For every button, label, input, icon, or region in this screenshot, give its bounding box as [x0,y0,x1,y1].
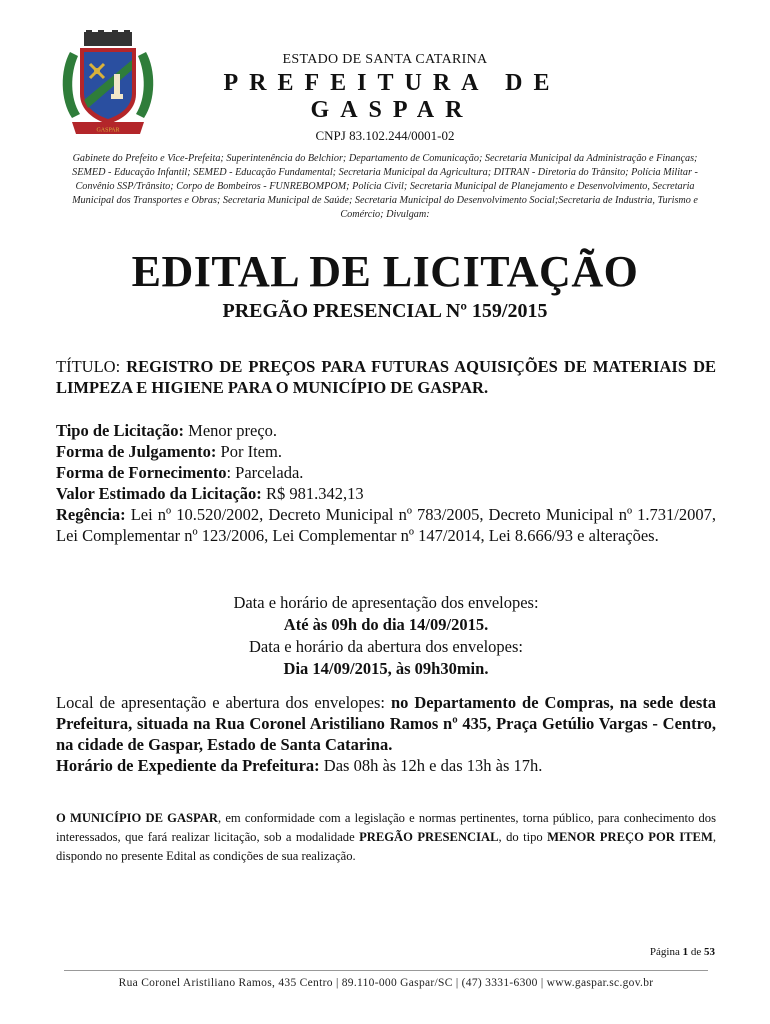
regencia-value: Lei nº 10.520/2002, Decreto Municipal nº 783/2005, Decreto Municipal nº 1.731/2007, Lei Complementar nº 123/2006, Lei Complementar nº 147/2014, Lei 8.666/93 e alterações. [56,505,716,545]
tipo-value: Menor preço. [184,421,278,440]
local-value: no Departamento de Compras, na sede desta Prefeitura, situada na Rua Coronel Aristiliano Ramos nº 435, Praça Getúlio Vargas - Centro, na cidade de Gaspar, Estado de Santa Catarina. [56,693,716,754]
titulo-value: REGISTRO DE PREÇOS PARA FUTURAS AQUISIÇÕES DE MATERIAIS DE LIMPEZA E HIGIENE PARA O MUNICÍPIO DE GASPAR. [56,357,717,397]
preamble-bold-1: O MUNICÍPIO DE GASPAR [56,811,219,825]
preamble-text-2: , do tipo [498,830,548,844]
titulo-label: TÍTULO: [56,357,121,376]
preamble-paragraph [56,809,716,866]
gaspar-coat-of-arms-icon [58,30,158,138]
page-number [560,946,715,958]
local-label: Local de apresentação e abertura dos envelopes: [56,693,391,712]
julgamento-label: Forma de Julgamento: [56,442,217,461]
footer-divider [64,970,708,971]
fornecimento-row [56,462,716,483]
valor-value: R$ 981.342,13 [261,484,364,503]
valor-label: Valor Estimado da Licitação: [56,484,262,503]
page-total: 53 [704,946,715,958]
horario-value: Das 08h às 12h e das 13h às 17h. [319,756,543,775]
preamble-text-3: , dispondo no presente Edital as condições de sua realização. [56,830,717,863]
document-subtitle: PREGÃO PRESENCIAL Nº 159/2015 [222,300,548,322]
horario-label: Horário de Expediente da Prefeitura: [56,756,320,775]
regencia-label: Regência: [56,505,126,524]
valor-row [56,483,716,504]
fornecimento-label: Forma de Fornecimento [56,463,227,482]
prefeitura-name: PREFEITURA DE GASPAR [223,70,561,123]
page-middle: de [688,946,704,958]
tipo-label: Tipo de Licitação: [56,421,185,440]
apresentacao-value: Até às 09h do dia 14/09/2015. [283,615,489,634]
julgamento-row [56,441,716,462]
footer-address: Rua Coronel Aristiliano Ramos, 435 Centro | 89.110-000 Gaspar/SC | (47) 3331-6300 | www.gaspar.sc.gov.br [118,977,654,989]
regencia-row [56,504,716,546]
crest-motto: GASPAR [96,127,120,134]
schedule-block [56,592,716,680]
julgamento-value: Por Item. [216,442,282,461]
fornecimento-value: : Parcelada. [226,463,304,482]
abertura-label: Data e horário da abertura dos envelopes: [249,637,523,656]
titulo-paragraph [56,356,716,398]
preamble-bold-3: MENOR PREÇO POR ITEM [547,830,713,844]
preamble-bold-2: PREGÃO PRESENCIAL [359,830,499,844]
local-paragraph [56,692,716,776]
page-current: 1 [682,946,689,958]
apresentacao-label: Data e horário de apresentação dos envelopes: [233,593,539,612]
tipo-row [56,420,716,441]
state-name: ESTADO DE SANTA CATARINA [282,52,488,67]
licitacao-info [56,420,716,546]
preamble-text-1: , em conformidade com a legislação e normas pertinentes, torna público, para conhecimento dos interessados, que fará realizar licitação, sob a modalidade [56,811,716,844]
departments-list: Gabinete do Prefeito e Vice-Prefeita; Superintenência do Belchior; Departamento de Comunicação; Secretaria Municipal da Administração e Finanças; SEMED - Educação Infantil; SEMED - Educação Fundamental; Secretaria Municipal da Agricultura; DITRAN - Diretoria do Trânsito; Polícia Militar - Convênio SSP/Trânsito; Corpo de Bombeiros - FUNREBOMPOM; Polícia Civil; Secretaria Municipal de Planejamento e Desenvolvimento, Secretaria Municipal dos Transportes e Obras; Secretaria Municipal de Saúde; Secretaria Municipal do Desenvolvimento Social;Secretaria de Industria, Turismo e Comércio; Divulgam: [72,153,698,220]
cnpj: CNPJ 83.102.244/0001-02 [315,128,455,143]
document-title: EDITAL DE LICITAÇÃO [131,247,639,296]
letterhead [180,52,590,144]
page-prefix: Página [649,946,683,958]
abertura-value: Dia 14/09/2015, às 09h30min. [283,659,489,678]
